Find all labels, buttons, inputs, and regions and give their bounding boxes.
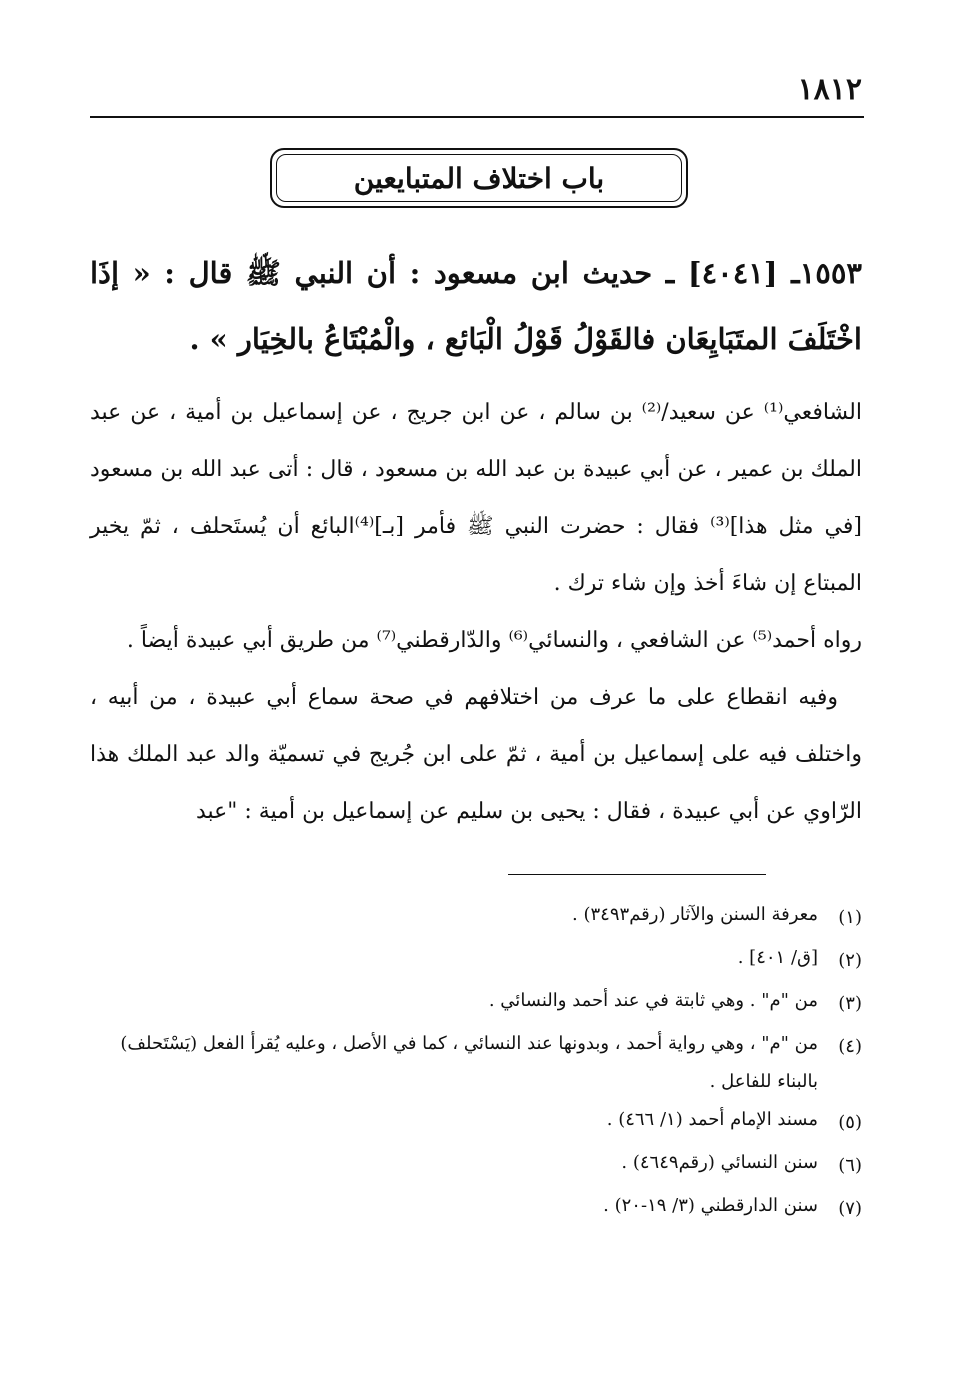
footnote-number: (٥)	[838, 1112, 862, 1133]
paragraph: رواه أحمد⁽⁵⁾ عن الشافعي ، والنسائي⁽⁶⁾ والدّارقطني⁽⁷⁾ من طريق أبي عبيدة أيضاً .	[126, 628, 862, 653]
hadith-text: ١٥٥٣ـ [٤٠٤١] ـ حديث ابن مسعود : أن النبي ﷺ قال : « إذَا اخْتَلَفَ المتَبَايِعَان فالقَوْلُ قَوْلُ الْبَائع ، والْمُبْتَاعُ بالخِيَار » .	[90, 256, 862, 356]
footnote-number: (٧)	[838, 1198, 862, 1219]
footnote-number: (٦)	[838, 1155, 862, 1176]
footnote-number: (٣)	[838, 993, 862, 1014]
footnote-text: معرفة السنن والآثار (رقم٣٤٩٣) .	[572, 904, 818, 925]
footnote	[90, 982, 862, 1025]
footnote	[90, 1144, 862, 1187]
footnote-separator	[508, 874, 766, 875]
paragraph: الشافعي⁽¹⁾ عن سعيد/⁽²⁾ بن سالم ، عن ابن جريج ، عن إسماعيل بن أمية ، عن عبد الملك بن عمير ، عن أبي عبيدة بن عبد الله بن مسعود ، قال : أتى عبد الله بن مسعود [في مثل هذا]⁽³⁾ فقال : حضرت النبي ﷺ فأمر [بـ]⁽⁴⁾البائع أن يُستَحلف ، ثمّ يخير المبتاع إن شاءَ أخذ وإن شاء ترك .	[90, 400, 862, 596]
footnote	[90, 939, 862, 982]
page-number: ١٨١٢	[797, 72, 862, 107]
footnote-text: [ق/ ٤٠١] .	[737, 947, 818, 968]
footnote-text: سنن النسائي (رقم٤٦٤٩) .	[621, 1152, 818, 1173]
paragraph: وفيه انقطاع على ما عرف من اختلافهم في صحة سماع أبي عبيدة ، من أبيه ، واختلف فيه على إسماعيل بن أمية ، ثمّ على ابن جُريج في تسميّة والد عبد الملك هذا الرّاوي عن أبي عبيدة ، فقال : يحيى بن سليم عن إسماعيل بن أمية : "عبد	[90, 685, 862, 824]
footnote	[90, 1101, 862, 1144]
footnote-number: (١)	[838, 907, 862, 928]
chapter-title: باب اختلاف المتبايعين	[353, 161, 605, 195]
body-text	[90, 384, 862, 840]
footnotes	[90, 896, 862, 1230]
footnote	[90, 896, 862, 939]
header-rule	[90, 116, 864, 118]
footnote-number: (٤)	[838, 1036, 862, 1057]
footnote	[90, 1025, 862, 1101]
footnote-text: من "م" . وهي ثابتة في عند أحمد والنسائي .	[488, 990, 818, 1011]
footnote-number: (٢)	[838, 950, 862, 971]
footnote	[90, 1187, 862, 1230]
footnote-text: من "م" ، وهي رواية أحمد ، وبدونها عند النسائي ، كما في الأصل ، وعليه يُقرأ الفعل (يَسْتَحلف) بالبناء للفاعل .	[120, 1033, 818, 1092]
footnote-text: سنن الدارقطني (٣/ ١٩-٢٠) .	[603, 1195, 818, 1216]
footnote-text: مسند الإمام أحمد (١/ ٤٦٦) .	[606, 1109, 818, 1130]
chapter-title-frame	[270, 148, 688, 208]
